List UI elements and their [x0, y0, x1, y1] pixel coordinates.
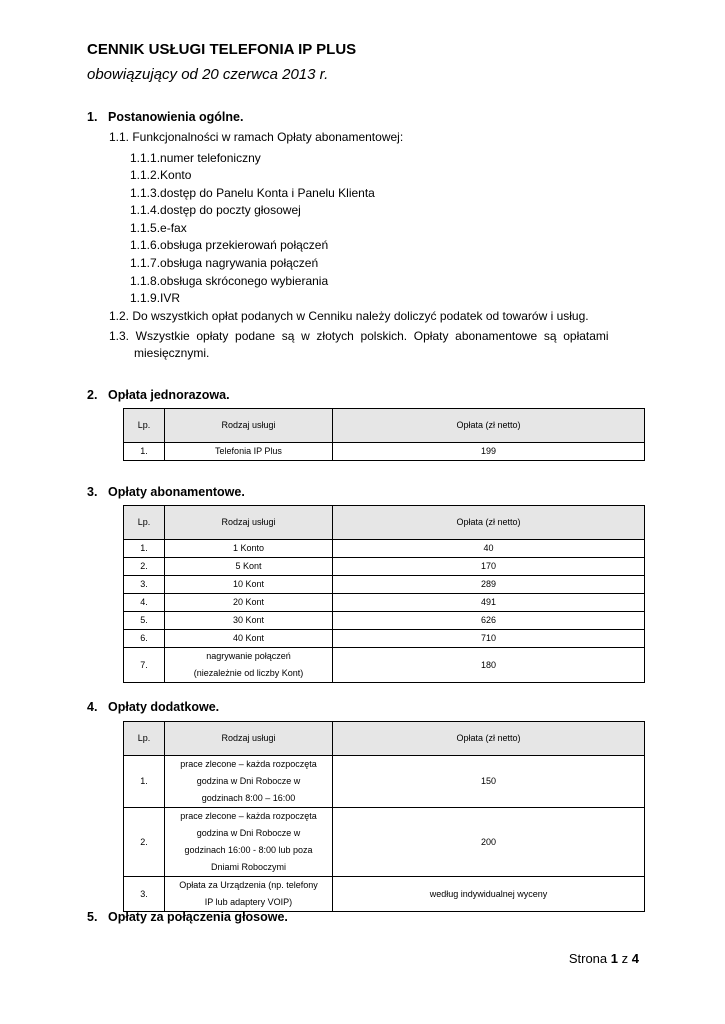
cell-fee: 626 [333, 612, 645, 630]
section-title: Postanowienia ogólne. [108, 110, 244, 124]
cell-fee: 289 [333, 576, 645, 594]
table-header-row [124, 722, 645, 756]
section-3-heading [87, 485, 245, 499]
header-lp: Lp. [124, 506, 165, 540]
section-number: 5. [87, 910, 98, 924]
header-service: Rodzaj usługi [165, 506, 333, 540]
cell-service: Telefonia IP Plus [165, 443, 333, 461]
subscription-fee-table [123, 505, 645, 683]
section-number: 4. [87, 700, 98, 714]
list-item: 1.1.3.dostęp do Panelu Konta i Panelu Klienta [130, 186, 375, 200]
cell-service [165, 756, 333, 808]
paragraph-1-1: 1.1. Funkcjonalności w ramach Opłaty abonamentowej: [109, 130, 404, 144]
service-line: prace zlecone – każda rozpoczęta [180, 811, 317, 821]
cell-fee: 180 [333, 648, 645, 683]
header-fee: Opłata (zł netto) [333, 722, 645, 756]
section-number: 2. [87, 388, 98, 402]
cell-lp: 1. [124, 756, 165, 808]
section-5-heading [87, 910, 288, 924]
service-line: godzinach 16:00 - 8:00 lub poza [184, 845, 313, 855]
list-item: 1.1.2.Konto [130, 168, 192, 182]
cell-lp: 6. [124, 630, 165, 648]
paragraph-1-3-continued: miesięcznymi. [134, 346, 210, 360]
cell-lp: 2. [124, 558, 165, 576]
list-item: 1.1.1.numer telefoniczny [130, 151, 261, 165]
header-service: Rodzaj usługi [165, 409, 333, 443]
cell-lp: 1. [124, 540, 165, 558]
list-item: 1.1.6.obsługa przekierowań połączeń [130, 238, 329, 252]
cell-service [165, 877, 333, 912]
page-footer [569, 951, 639, 966]
service-line: prace zlecone – każda rozpoczęta [180, 759, 317, 769]
cell-fee: 199 [333, 443, 645, 461]
list-item: 1.1.5.e-fax [130, 221, 187, 235]
service-line: Opłata za Urządzenia (np. telefony [179, 880, 318, 890]
cell-lp: 3. [124, 877, 165, 912]
cell-service [165, 648, 333, 683]
cell-service: 10 Kont [165, 576, 333, 594]
footer-page: 1 [610, 951, 619, 966]
cell-lp: 5. [124, 612, 165, 630]
table-row [124, 648, 645, 683]
table-row [124, 540, 645, 558]
table-row [124, 576, 645, 594]
header-fee: Opłata (zł netto) [333, 409, 645, 443]
section-number: 1. [87, 110, 98, 124]
cell-service: 5 Kont [165, 558, 333, 576]
cell-fee: 491 [333, 594, 645, 612]
cell-fee: według indywidualnej wyceny [333, 877, 645, 912]
cell-lp: 2. [124, 808, 165, 877]
list-item: 1.1.9.IVR [130, 291, 181, 305]
cell-lp: 4. [124, 594, 165, 612]
table-row [124, 594, 645, 612]
cell-service: 30 Kont [165, 612, 333, 630]
header-lp: Lp. [124, 409, 165, 443]
cell-fee: 40 [333, 540, 645, 558]
table-row [124, 630, 645, 648]
list-item: 1.1.8.obsługa skróconego wybierania [130, 274, 329, 288]
cell-service: 40 Kont [165, 630, 333, 648]
cell-fee: 150 [333, 756, 645, 808]
table-row [124, 808, 645, 877]
one-time-fee-table [123, 408, 645, 461]
document-title: CENNIK USŁUGI TELEFONIA IP PLUS [87, 41, 357, 58]
table-header-row [124, 506, 645, 540]
section-title: Opłaty dodatkowe. [108, 700, 220, 714]
paragraph-1-2: 1.2. Do wszystkich opłat podanych w Cenniku należy doliczyć podatek od towarów i usług. [109, 309, 589, 323]
cell-fee: 170 [333, 558, 645, 576]
cell-service [165, 808, 333, 877]
section-title: Opłaty abonamentowe. [108, 485, 245, 499]
section-2-heading [87, 388, 230, 402]
section-1-heading [87, 110, 243, 124]
service-line: (niezależnie od liczby Kont) [193, 668, 304, 678]
document-subtitle: obowiązujący od 20 czerwca 2013 r. [87, 66, 329, 83]
table-row [124, 612, 645, 630]
section-title: Opłaty za połączenia głosowe. [108, 910, 288, 924]
cell-lp: 3. [124, 576, 165, 594]
header-service: Rodzaj usługi [165, 722, 333, 756]
cell-service: 20 Kont [165, 594, 333, 612]
footer-separator: z [621, 951, 629, 966]
cell-fee: 200 [333, 808, 645, 877]
table-row [124, 558, 645, 576]
table-row [124, 877, 645, 912]
list-item: 1.1.7.obsługa nagrywania połączeń [130, 256, 319, 270]
table-row [124, 443, 645, 461]
service-line: nagrywanie połączeń [206, 651, 291, 661]
cell-service: 1 Konto [165, 540, 333, 558]
cell-fee: 710 [333, 630, 645, 648]
section-number: 3. [87, 485, 98, 499]
table-row [124, 756, 645, 808]
table-header-row [124, 409, 645, 443]
service-line: IP lub adaptery VOIP) [204, 897, 293, 907]
cell-lp: 1. [124, 443, 165, 461]
footer-total: 4 [631, 951, 639, 966]
list-item: 1.1.4.dostęp do poczty głosowej [130, 203, 301, 217]
additional-fee-table [123, 721, 645, 912]
paragraph-1-3: 1.3. Wszystkie opłaty podane są w złotych polskich. Opłaty abonamentowe są opłatami [109, 329, 609, 343]
service-line: Dniami Roboczymi [210, 862, 287, 872]
service-line: godzinach 8:00 – 16:00 [201, 793, 296, 803]
footer-label: Strona [568, 951, 608, 966]
section-title: Opłata jednorazowa. [108, 388, 230, 402]
cell-lp: 7. [124, 648, 165, 683]
service-line: godzina w Dni Robocze w [196, 776, 301, 786]
section-4-heading [87, 700, 219, 714]
service-line: godzina w Dni Robocze w [196, 828, 301, 838]
header-lp: Lp. [124, 722, 165, 756]
header-fee: Opłata (zł netto) [333, 506, 645, 540]
